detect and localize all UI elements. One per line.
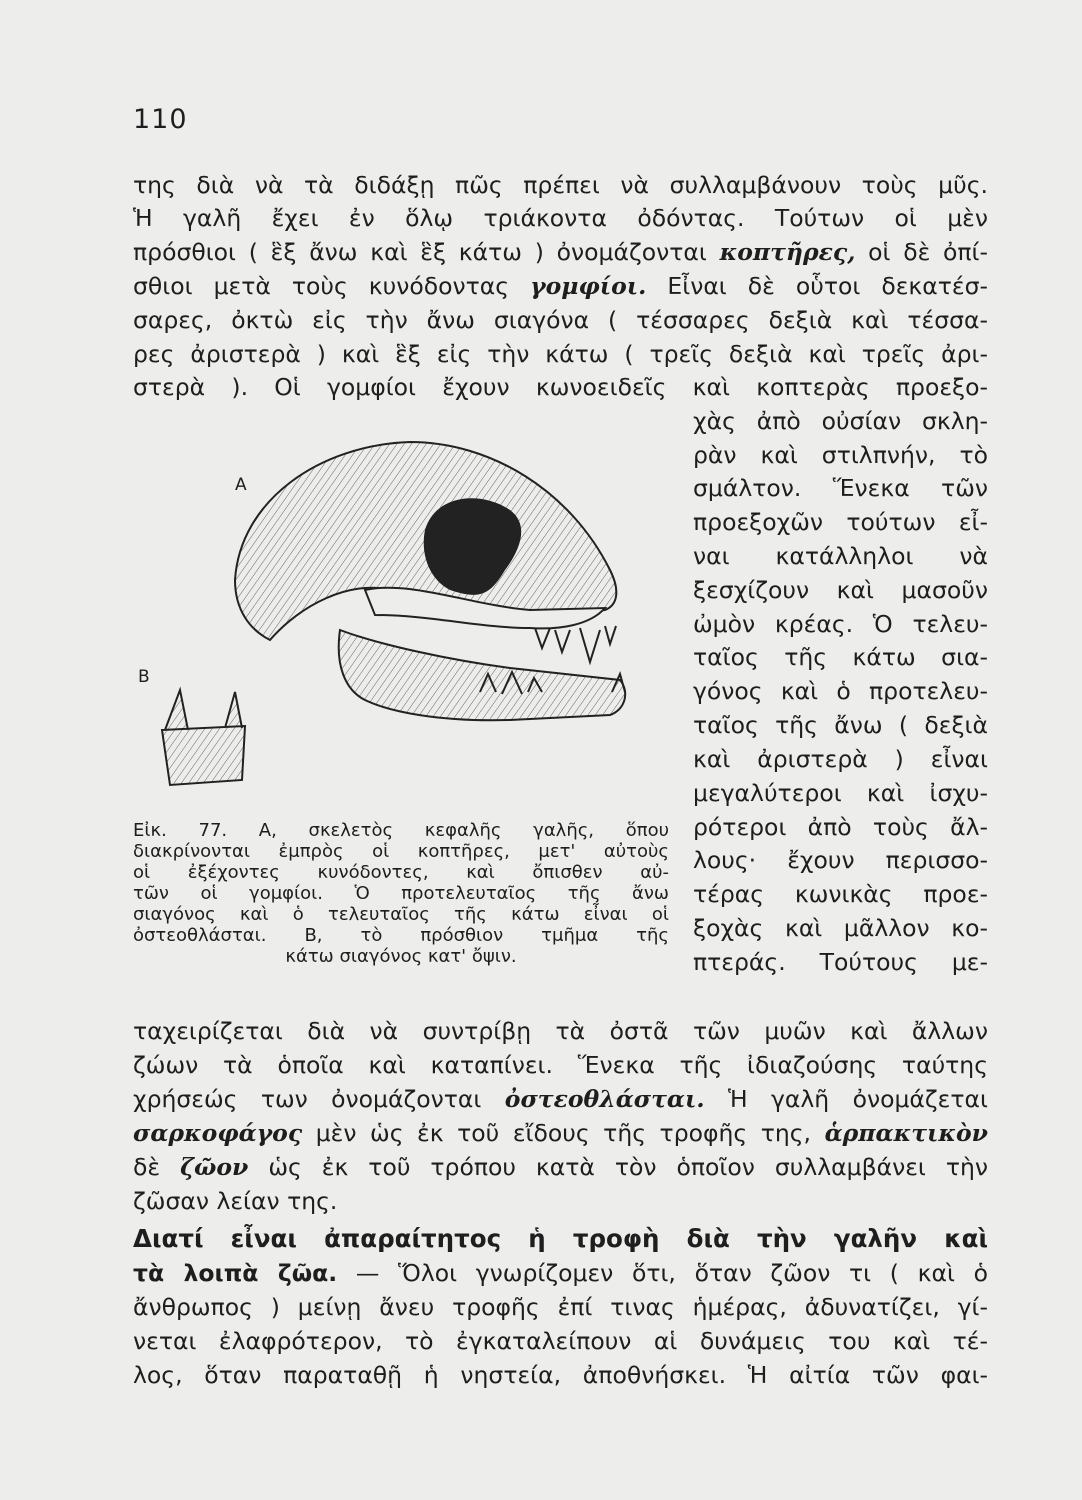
text-line: ἄνθρωπος ) μείνῃ ἄνευ τροφῆς ἐπί τινας ἡμέρας, ἀδυνατίζει, γί-: [133, 1293, 988, 1321]
text-line: γόνος καὶ ὁ προτελευ-: [693, 677, 988, 705]
text-span: χρήσεώς των ὀνομάζονται: [133, 1085, 482, 1113]
text-line: λους· ἔχουν περισσο-: [693, 846, 988, 874]
text-span: — Ὅλοι γνωρίζομεν ὅτι, ὅταν ζῶον τι ( καὶ ὁ: [355, 1259, 988, 1287]
text-line: ναι κατάλληλοι νὰ: [693, 542, 988, 570]
text-line: μεγαλύτεροι καὶ ἰσχυ-: [693, 779, 988, 807]
text-span: ὡς ἐκ τοῦ τρόπου κατὰ τὸν ὁποῖον συλλαμβάνει τὴν: [268, 1153, 988, 1181]
text-line: ρότεροι ἀπὸ τοὺς ἄλ-: [693, 813, 988, 841]
text-line: σαρες, ὀκτὼ εἰς τὴν ἄνω σιαγόνα ( τέσσαρες δεξιὰ καὶ τέσσα-: [133, 306, 988, 334]
text-line: νεται ἐλαφρότερον, τὸ ἐγκαταλείπουν αἱ δυνάμεις του καὶ τέ-: [133, 1327, 988, 1355]
caption-line: ὀστεοθλάσται. Β, τὸ πρόσθιον τμῆμα τῆς: [133, 925, 669, 946]
text-line: χὰς ἀπὸ οὐσίαν σκλη-: [693, 407, 988, 435]
text-span: Ἡ γαλῆ ὀνομάζεται: [727, 1085, 988, 1113]
lower-jaw: [339, 630, 625, 720]
text-line: [133, 271, 988, 301]
text-line: [133, 1118, 988, 1148]
text-line: [133, 237, 988, 267]
text-line: ρὰν καὶ στιλπνήν, τὸ: [693, 441, 988, 469]
text-line: τέρας κωνικὰς προε-: [693, 880, 988, 908]
text-line: ζῶσαν λείαν της.: [133, 1187, 338, 1215]
figure-label-a: Α: [235, 475, 247, 495]
term-zoon: ζῶον: [180, 1153, 249, 1181]
text-line: ζώων τὰ ὁποῖα καὶ καταπίνει. Ἕνεκα τῆς ἰδιαζούσης ταύτης: [133, 1051, 988, 1079]
text-span: οἱ δὲ ὀπί-: [868, 238, 988, 266]
text-line: της διὰ νὰ τὰ διδάξῃ πῶς πρέπει νὰ συλλαμβάνουν τοὺς μῦς.: [133, 171, 988, 199]
jaw-fragment-b: [162, 690, 245, 785]
text-line: [133, 1152, 988, 1182]
term-koptires: κοπτῆρες,: [719, 238, 856, 266]
text-line: ὠμὸν κρέας. Ὁ τελευ-: [693, 610, 988, 638]
term-arpaktikon: ἁρπακτικὸν: [824, 1119, 988, 1147]
term-gomfioi: γομφίοι.: [530, 272, 647, 300]
text-span: δὲ: [133, 1153, 161, 1181]
text-line: [133, 1084, 988, 1114]
caption-line: κάτω σιαγόνος κατ' ὄψιν.: [285, 946, 517, 967]
text-span: μὲν ὡς ἐκ τοῦ εἴδους τῆς τροφῆς της,: [315, 1119, 812, 1147]
text-line: ρες ἀριστερὰ ) καὶ ἓξ εἰς τὴν κάτω ( τρεῖς δεξιὰ καὶ τρεῖς ἀρι-: [133, 340, 988, 368]
upper-teeth: [535, 626, 616, 662]
caption-line: Εἰκ. 77. Α, σκελετὸς κεφαλῆς γαλῆς, ὅπου: [133, 820, 669, 841]
section-heading: Διατί εἶναι ἀπαραίτητος ἡ τροφὴ διὰ τὴν γαλῆν καὶ: [133, 1224, 988, 1253]
caption-line: σιαγόνος καὶ ὁ τελευταῖος τῆς κάτω εἶναι οἱ: [133, 904, 669, 925]
text-line: ξεσχίζουν καὶ μασοῦν: [693, 576, 988, 604]
text-span: Εἶναι δὲ οὗτοι δεκατέσ-: [667, 272, 988, 300]
page-number: 110: [133, 104, 188, 135]
text-line: λος, ὅταν παραταθῇ ἡ νηστεία, ἀποθνήσκει. Ἡ αἰτία τῶν φαι-: [133, 1361, 988, 1389]
caption-line: τῶν οἱ γομφίοι. Ὁ προτελευταῖος τῆς ἄνω: [133, 883, 669, 904]
skull-drawing: [150, 430, 650, 810]
text-line: σμάλτον. Ἕνεκα τῶν: [693, 474, 988, 502]
figure-label-b: Β: [138, 667, 150, 687]
text-line: προεξοχῶν τούτων εἶ-: [693, 508, 988, 536]
term-osteothlastai: ὀστεοθλάσται.: [504, 1085, 705, 1113]
text-line: πτεράς. Τούτους με-: [693, 948, 988, 976]
text-line: [133, 1258, 988, 1288]
skull-figure: [138, 430, 650, 810]
caption-line: οἱ ἐξέχοντες κυνόδοντες, καὶ ὄπισθεν αὐ-: [133, 862, 669, 883]
text-line: ταχειρίζεται διὰ νὰ συντρίβῃ τὰ ὀστᾶ τῶν μυῶν καὶ ἄλλων: [133, 1017, 988, 1045]
text-line: ταῖος τῆς κάτω σια-: [693, 643, 988, 671]
section-heading-end: τὰ λοιπὰ ζῶα.: [133, 1259, 338, 1287]
text-line: ξοχὰς καὶ μᾶλλον κο-: [693, 914, 988, 942]
caption-line: διακρίνονται ἐμπρὸς οἱ κοπτῆρες, μετ' αὐτοὺς: [133, 841, 669, 862]
text-line: καὶ ἀριστερὰ ) εἶναι: [693, 745, 988, 773]
text-line: στερὰ ). Οἱ γομφίοι ἔχουν κωνοειδεῖς καὶ κοπτερὰς προεξο-: [133, 373, 988, 401]
term-sarkofagos: σαρκοφάγος: [133, 1119, 303, 1147]
text-span: σθιοι μετὰ τοὺς κυνόδοντας: [133, 272, 510, 300]
text-line: ταῖος τῆς ἄνω ( δεξιὰ: [693, 711, 988, 739]
text-line: Ἡ γαλῆ ἔχει ἐν ὅλῳ τριάκοντα ὀδόντας. Τούτων οἱ μὲν: [133, 204, 988, 232]
text-span: πρόσθιοι ( ἓξ ἄνω καὶ ἓξ κάτω ) ὀνομάζονται: [133, 238, 707, 266]
